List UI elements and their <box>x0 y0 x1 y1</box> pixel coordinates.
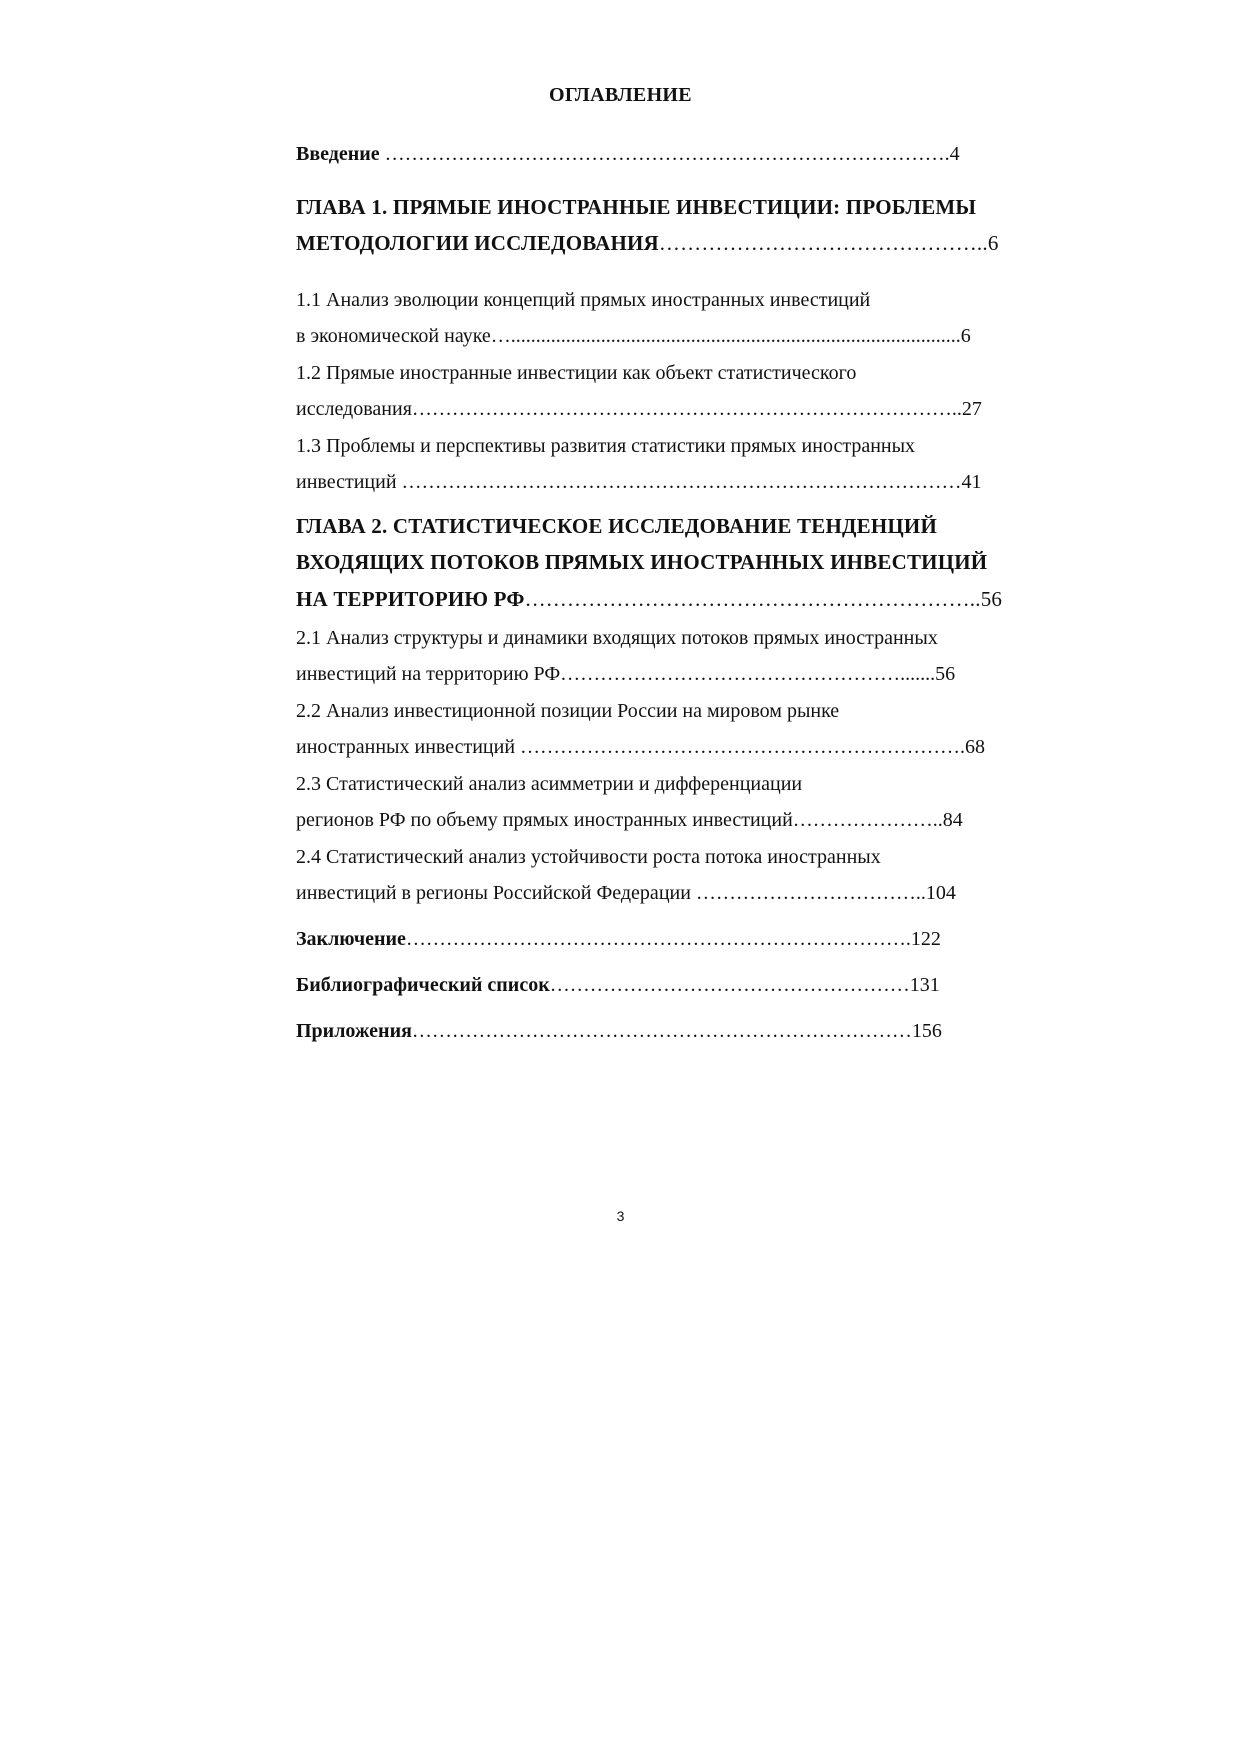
toc-section-1-1-line2: в экономической науке <box>296 325 491 347</box>
toc-section-1-3-line2-row[interactable] <box>296 472 982 492</box>
toc-section-1-3-line1[interactable]: 1.3 Проблемы и перспективы развития статистики прямых иностранных <box>296 435 916 457</box>
toc-section-2-4-leader: …………………………….. <box>690 882 926 904</box>
toc-conclusion-page: 122 <box>910 928 941 950</box>
toc-entry-conclusion[interactable] <box>296 929 941 949</box>
toc-section-2-4-line2-row[interactable] <box>296 883 956 903</box>
toc-entry-appendix[interactable] <box>296 1021 942 1041</box>
toc-section-1-1-page: 6 <box>960 325 971 347</box>
toc-conclusion-label: Заключение <box>296 928 406 950</box>
toc-section-2-2-leader: …………………………………………………………. <box>515 736 966 758</box>
toc-section-1-1-line2-row[interactable] <box>296 326 971 346</box>
toc-chapter2-line3: НА ТЕРРИТОРИЮ РФ <box>296 587 525 611</box>
toc-section-1-2-line1[interactable]: 1.2 Прямые иностранные инвестиции как объект статистического <box>296 362 857 384</box>
toc-section-2-1-page: 56 <box>935 663 956 685</box>
toc-section-2-3-line2-row[interactable] <box>296 810 963 830</box>
toc-section-2-2-page: 68 <box>965 736 986 758</box>
toc-appendix-leader: ………………………………………………………………… <box>411 1020 912 1042</box>
toc-section-2-2-line1[interactable]: 2.2 Анализ инвестиционной позиции России на мировом рынке <box>296 700 840 722</box>
toc-intro-label: Введение <box>296 143 380 165</box>
toc-chapter2-page: 56 <box>980 587 1003 611</box>
toc-section-2-1-line1[interactable]: 2.1 Анализ структуры и динамики входящих потоков прямых иностранных <box>296 627 938 649</box>
toc-section-1-1-line1[interactable]: 1.1 Анализ эволюции концепций прямых иностранных инвестиций <box>296 289 871 311</box>
toc-section-2-4-line1[interactable]: 2.4 Статистический анализ устойчивости роста потока иностранных <box>296 846 881 868</box>
toc-section-1-2-page: 27 <box>961 398 982 420</box>
toc-section-2-4-page: 104 <box>925 882 956 904</box>
toc-section-1-2-line2-row[interactable] <box>296 399 982 419</box>
toc-bibliography-page: 131 <box>909 974 940 996</box>
toc-entry-bibliography[interactable] <box>296 975 940 995</box>
page-number: 3 <box>616 1208 625 1224</box>
toc-appendix-page: 156 <box>911 1020 942 1042</box>
toc-entry-intro[interactable] <box>296 144 960 164</box>
toc-chapter2-line1[interactable]: ГЛАВА 2. СТАТИСТИЧЕСКОЕ ИССЛЕДОВАНИЕ ТЕНДЕНЦИЙ <box>296 514 937 538</box>
toc-section-2-3-line1[interactable]: 2.3 Статистический анализ асимметрии и дифференциации <box>296 773 803 795</box>
toc-chapter1-line2-row[interactable] <box>296 233 999 254</box>
page-title: ОГЛАВЛЕНИЕ <box>549 84 692 106</box>
toc-section-2-1-leader: ……………………………………………....... <box>560 663 936 685</box>
toc-bibliography-label: Библиографический список <box>296 974 550 996</box>
toc-chapter2-line3-row[interactable] <box>296 589 1002 610</box>
toc-chapter2-line2[interactable]: ВХОДЯЩИХ ПОТОКОВ ПРЯМЫХ ИНОСТРАННЫХ ИНВЕСТИЦИЙ <box>296 550 988 574</box>
toc-section-1-3-line2: инвестиций <box>296 471 397 493</box>
toc-section-2-2-line2: иностранных инвестиций <box>296 736 516 758</box>
toc-section-2-1-line2: инвестиций на территорию РФ <box>296 663 561 685</box>
toc-bibliography-leader: ……………………………………………… <box>549 974 910 996</box>
toc-section-1-1-leader: ….......................................................................................... <box>490 325 961 347</box>
toc-section-2-3-leader: ………………….. <box>792 809 943 831</box>
toc-conclusion-leader: …………………………………………………………………. <box>405 928 911 950</box>
toc-section-2-2-line2-row[interactable] <box>296 737 985 757</box>
toc-section-1-2-line2: исследования <box>296 398 412 420</box>
toc-chapter2-leader: ……………………………………………………….. <box>524 587 981 611</box>
toc-section-2-3-page: 84 <box>942 809 963 831</box>
toc-section-1-3-page: 41 <box>961 471 982 493</box>
toc-intro-page: 4 <box>949 143 960 165</box>
toc-intro-leader: …………………………………………………………………………. <box>379 143 950 165</box>
toc-section-2-3-line2: регионов РФ по объему прямых иностранных инвестиций <box>296 809 793 831</box>
toc-chapter1-line1[interactable]: ГЛАВА 1. ПРЯМЫЕ ИНОСТРАННЫЕ ИНВЕСТИЦИИ: ПРОБЛЕМЫ <box>296 195 977 219</box>
toc-section-1-2-leader: ……………………………………………………………………….. <box>411 398 962 420</box>
toc-section-2-1-line2-row[interactable] <box>296 664 955 684</box>
toc-chapter1-line2: МЕТОДОЛОГИИ ИССЛЕДОВАНИЯ <box>296 231 659 255</box>
toc-chapter1-leader: ……………………………………….. <box>658 231 988 255</box>
toc-section-1-3-leader: ………………………………………………………………………… <box>396 471 962 493</box>
toc-chapter1-page: 6 <box>987 231 999 255</box>
toc-appendix-label: Приложения <box>296 1020 412 1042</box>
toc-section-2-4-line2: инвестиций в регионы Российской Федерации <box>296 882 691 904</box>
